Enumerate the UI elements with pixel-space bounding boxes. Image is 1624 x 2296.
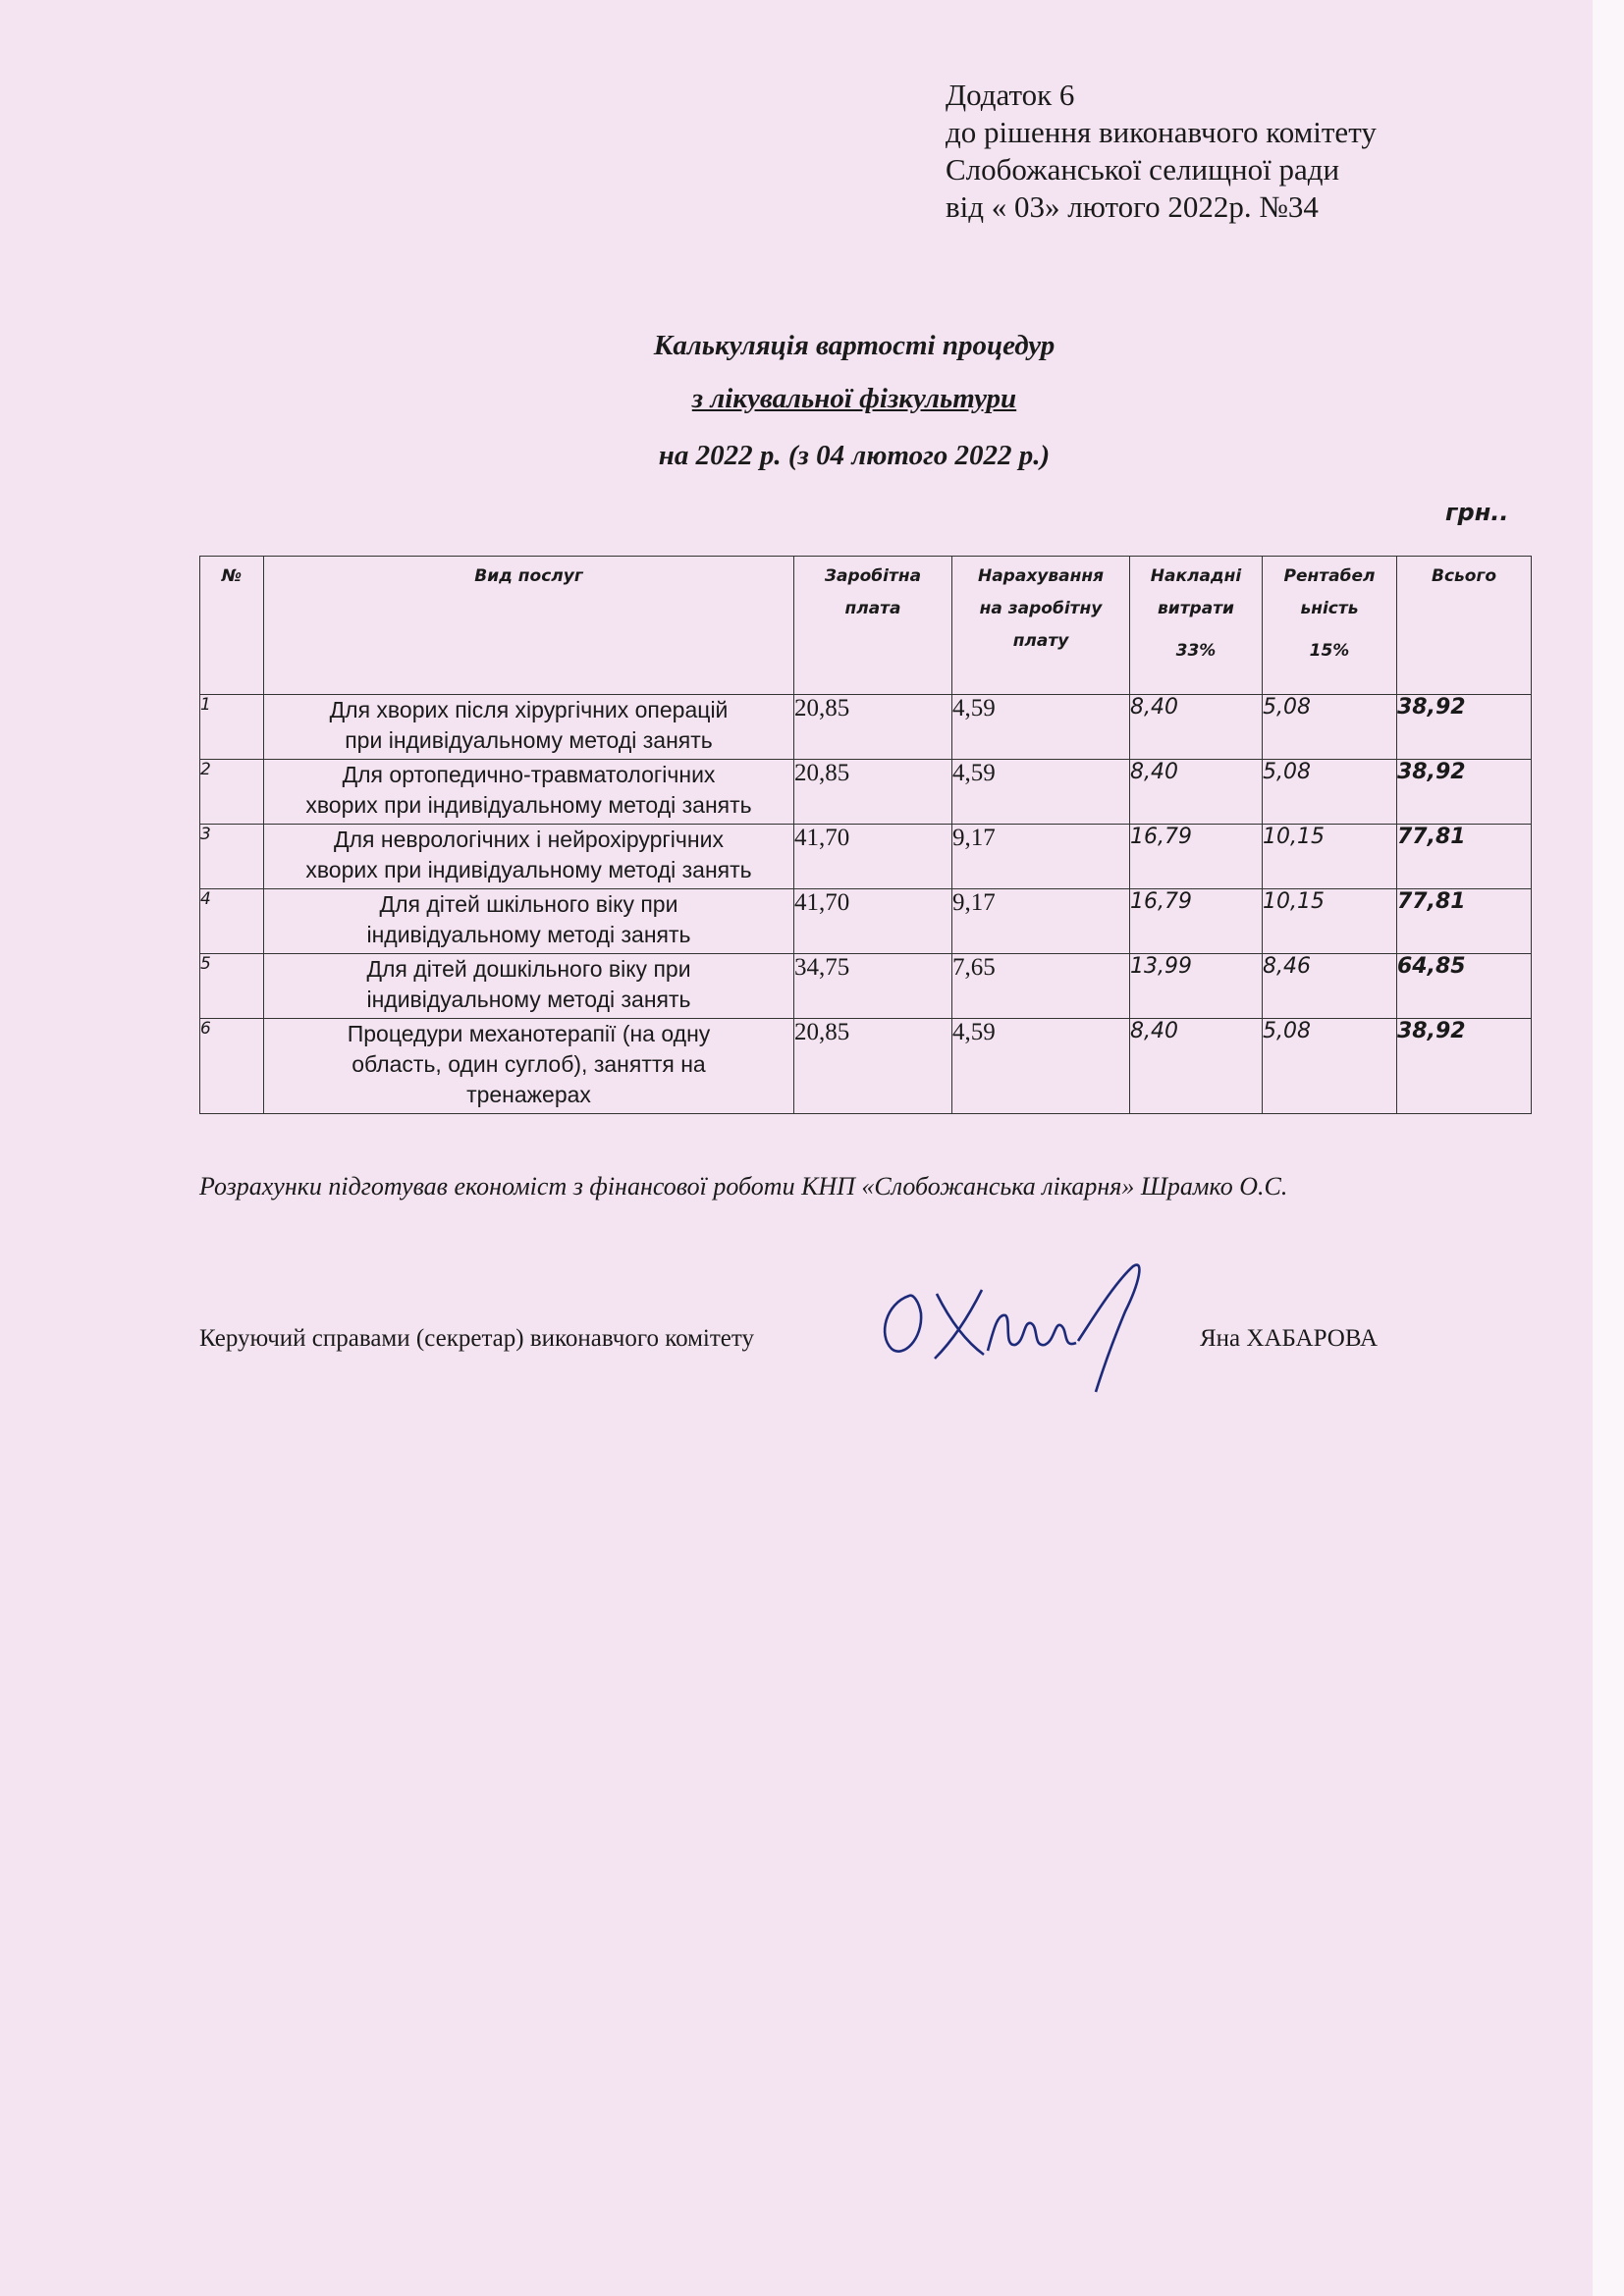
accrual-cell: 9,17 <box>952 889 1130 954</box>
service-description: Для дітей шкільного віку при індивідуальному методі занять <box>264 889 794 954</box>
handwritten-signature <box>868 1245 1163 1402</box>
total-cell: 38,92 <box>1397 760 1532 825</box>
header-profitability: Рентабел ьність 15% <box>1263 557 1397 695</box>
header-salary: Заробітна плата <box>794 557 952 695</box>
document-title-line-3: на 2022 р. (з 04 лютого 2022 р.) <box>658 440 1051 471</box>
salary-cell: 41,70 <box>794 889 952 954</box>
row-number: 3 <box>200 825 264 889</box>
overhead-cell: 8,40 <box>1130 695 1263 760</box>
row-number: 5 <box>200 954 264 1019</box>
addendum-line-1: Додаток 6 <box>946 78 1075 112</box>
overhead-cell: 16,79 <box>1130 889 1263 954</box>
service-description: Процедури механотерапії (на одну область, один суглоб), заняття на тренажерах <box>264 1019 794 1114</box>
header-total: Всього <box>1397 557 1532 695</box>
salary-cell: 34,75 <box>794 954 952 1019</box>
profitability-cell: 8,46 <box>1263 954 1397 1019</box>
addendum-block <box>946 77 1377 226</box>
header-overhead: Накладні витрати 33% <box>1130 557 1263 695</box>
total-cell: 64,85 <box>1397 954 1532 1019</box>
total-cell: 77,81 <box>1397 889 1532 954</box>
signer-role: Керуючий справами (секретар) виконавчого комітету <box>199 1325 754 1352</box>
accrual-cell: 9,17 <box>952 825 1130 889</box>
signer-name: Яна ХАБАРОВА <box>1200 1325 1379 1352</box>
salary-cell: 20,85 <box>794 760 952 825</box>
overhead-cell: 8,40 <box>1130 760 1263 825</box>
table-row <box>200 954 1532 1019</box>
service-description: Для хворих після хірургічних операцій при індивідуальному методі занять <box>264 695 794 760</box>
row-number: 2 <box>200 760 264 825</box>
header-service: Вид послуг <box>264 557 794 695</box>
overhead-cell: 13,99 <box>1130 954 1263 1019</box>
overhead-cell: 8,40 <box>1130 1019 1263 1114</box>
accrual-cell: 4,59 <box>952 695 1130 760</box>
service-description: Для дітей дошкільного віку при індивідуальному методі занять <box>264 954 794 1019</box>
salary-cell: 20,85 <box>794 1019 952 1114</box>
header-accrual: Нарахування на заробітну плату <box>952 557 1130 695</box>
total-cell: 38,92 <box>1397 1019 1532 1114</box>
row-number: 4 <box>200 889 264 954</box>
table-row <box>200 1019 1532 1114</box>
profitability-cell: 5,08 <box>1263 695 1397 760</box>
profitability-cell: 5,08 <box>1263 760 1397 825</box>
table-row <box>200 760 1532 825</box>
calculation-table <box>199 556 1532 1114</box>
table-header-row <box>200 557 1532 695</box>
addendum-line-3: Слобожанської селищної ради <box>946 152 1340 187</box>
table-row <box>200 825 1532 889</box>
document-title-line-2: з лікувальної фізкультури <box>691 383 1017 414</box>
addendum-line-2: до рішення виконавчого комітету <box>946 115 1377 149</box>
header-no: № <box>200 557 264 695</box>
table-row <box>200 889 1532 954</box>
profitability-cell: 10,15 <box>1263 825 1397 889</box>
accrual-cell: 4,59 <box>952 1019 1130 1114</box>
salary-cell: 41,70 <box>794 825 952 889</box>
document-title-line-1: Калькуляція вартості процедур <box>653 330 1056 361</box>
service-description: Для неврологічних і нейрохірургічних хворих при індивідуальному методі занять <box>264 825 794 889</box>
salary-cell: 20,85 <box>794 695 952 760</box>
row-number: 6 <box>200 1019 264 1114</box>
profitability-cell: 5,08 <box>1263 1019 1397 1114</box>
currency-label: грн.. <box>1445 499 1509 526</box>
overhead-cell: 16,79 <box>1130 825 1263 889</box>
table-row <box>200 695 1532 760</box>
total-cell: 77,81 <box>1397 825 1532 889</box>
addendum-line-4: від « 03» лютого 2022р. №34 <box>946 189 1319 224</box>
accrual-cell: 4,59 <box>952 760 1130 825</box>
total-cell: 38,92 <box>1397 695 1532 760</box>
row-number: 1 <box>200 695 264 760</box>
accrual-cell: 7,65 <box>952 954 1130 1019</box>
profitability-cell: 10,15 <box>1263 889 1397 954</box>
service-description: Для ортопедично-травматологічних хворих при індивідуальному методі занять <box>264 760 794 825</box>
prepared-by-note: Розрахунки підготував економіст з фінансової роботи КНП «Слобожанська лікарня» Шрамко О.С. <box>199 1172 1288 1201</box>
